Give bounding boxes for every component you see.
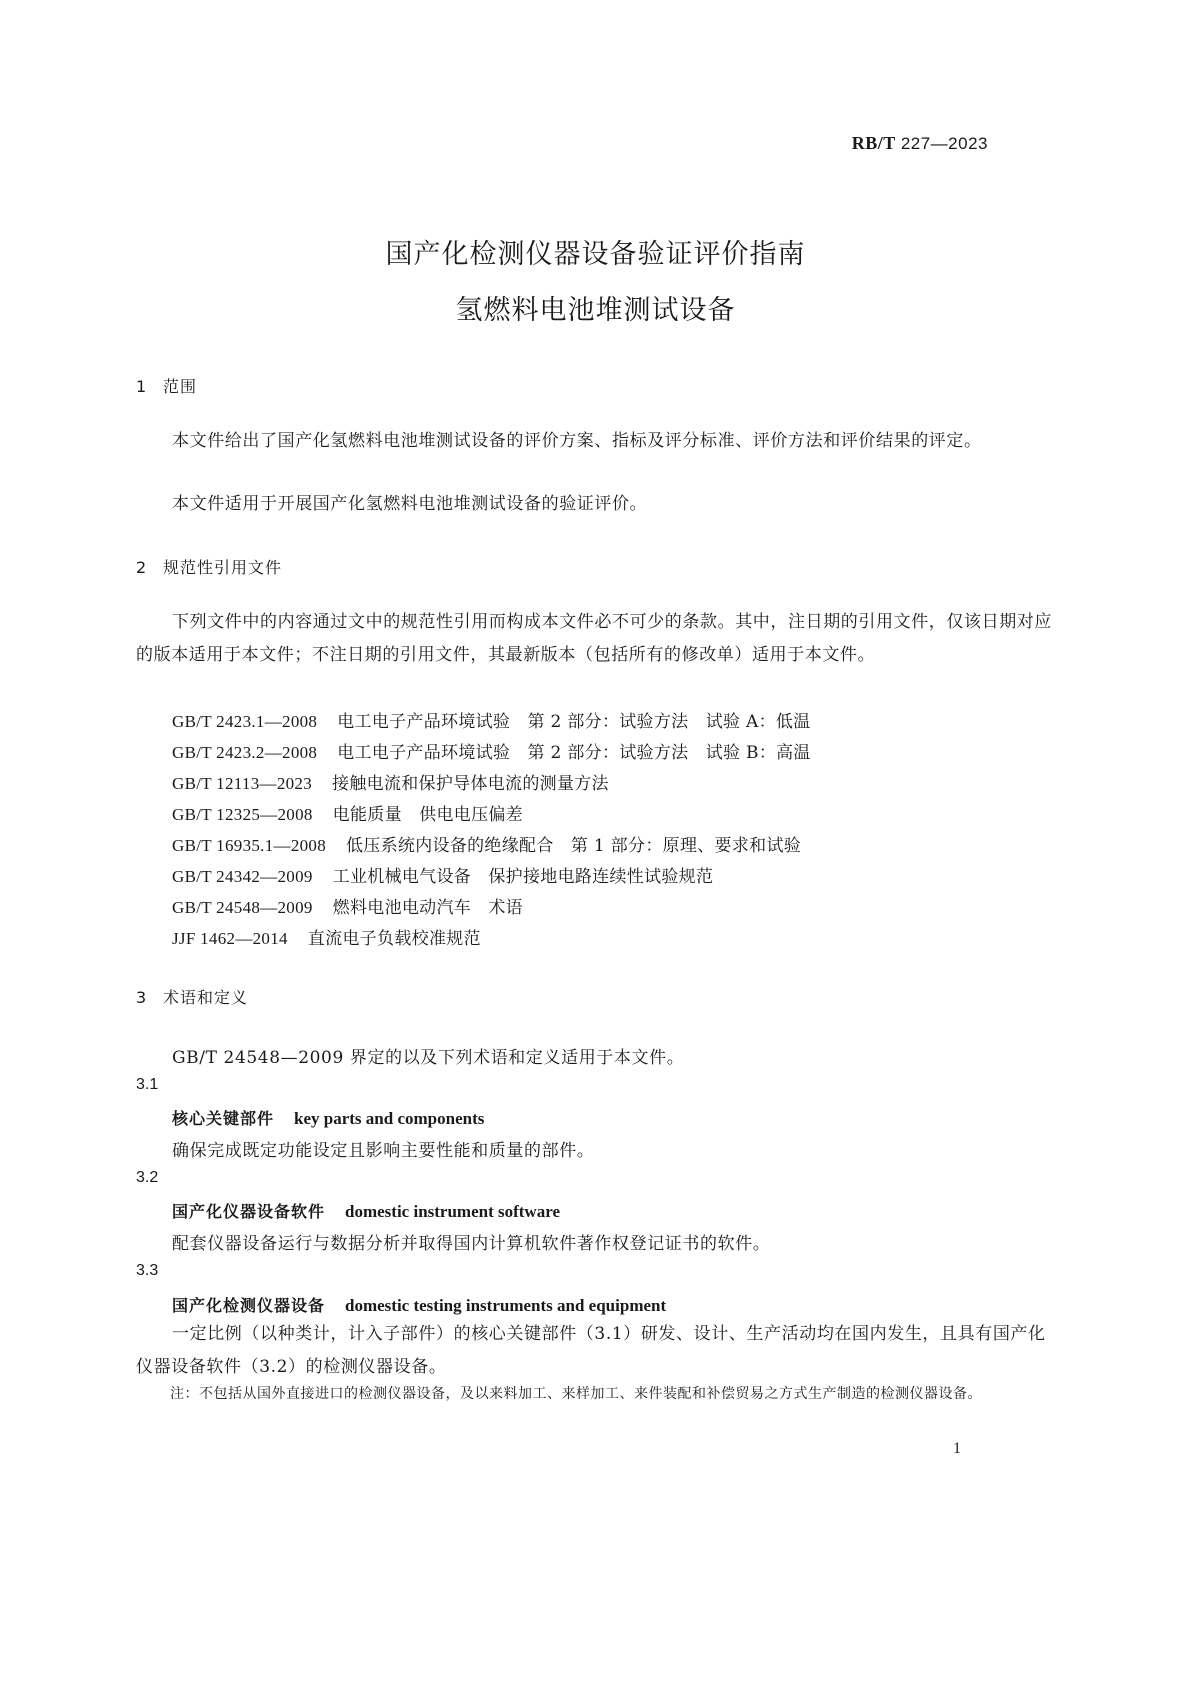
- term-definition: 配套仪器设备运行与数据分析并取得国内计算机软件著作权登记证书的软件。: [172, 1234, 771, 1254]
- term-heading: [172, 1293, 666, 1316]
- reference-code: GB/T 2423.2—2008: [172, 743, 318, 762]
- section-2-title: 规范性引用文件: [163, 558, 283, 577]
- term-chinese: 国产化检测仪器设备: [172, 1296, 326, 1315]
- section-2-heading: [136, 555, 282, 578]
- reference-item: [172, 738, 811, 763]
- term-english: key parts and components: [294, 1109, 485, 1128]
- reference-item: [172, 893, 523, 918]
- note: [170, 1380, 1054, 1408]
- reference-title: 低压系统内设备的绝缘配合 第 1 部分：原理、要求和试验: [346, 836, 802, 856]
- reference-code: GB/T 24548—2009: [172, 898, 313, 917]
- reference-code: GB/T 16935.1—2008: [172, 836, 327, 855]
- document-code: [852, 133, 988, 154]
- reference-item: [172, 862, 713, 887]
- term-chinese: 核心关键部件: [172, 1109, 275, 1128]
- section-2-number: 2: [136, 558, 148, 577]
- reference-item: [172, 924, 481, 949]
- term-definition: 确保完成既定功能设定且影响主要性能和质量的部件。: [172, 1141, 595, 1161]
- reference-title: 接触电流和保护导体电流的测量方法: [332, 774, 609, 794]
- document-code-prefix: RB/T: [851, 133, 896, 153]
- term-heading: [172, 1106, 484, 1129]
- section-3-number: 3: [136, 988, 148, 1007]
- section-1-title: 范围: [163, 377, 198, 396]
- reference-code: JJF 1462—2014: [172, 929, 288, 948]
- note-label: 注：: [170, 1386, 199, 1402]
- term-number: 3.1: [136, 1076, 159, 1093]
- document-title-line1: 国产化检测仪器设备验证评价指南: [385, 239, 806, 270]
- reference-item: [172, 800, 523, 825]
- reference-item: [172, 707, 811, 732]
- reference-item: [172, 831, 801, 856]
- note-text: 不包括从国外直接进口的检测仪器设备，及以来料加工、来样加工、来件装配和补偿贸易之方式生产制造的检测仪器设备。: [199, 1386, 982, 1402]
- term-english: domestic instrument software: [345, 1202, 560, 1221]
- term-number: 3.2: [136, 1169, 159, 1186]
- term-heading: [172, 1199, 560, 1222]
- section-1-heading: [136, 374, 197, 397]
- reference-title: 燃料电池电动汽车 术语: [332, 898, 523, 918]
- section-1-paragraph-1: 本文件给出了国产化氢燃料电池堆测试设备的评价方案、指标及评分标准、评价方法和评价结果的评定。: [172, 431, 982, 451]
- reference-title: 工业机械电气设备 保护接地电路连续性试验规范: [332, 867, 714, 887]
- section-1-number: 1: [136, 377, 148, 396]
- term-number: 3.3: [136, 1262, 159, 1279]
- reference-code: GB/T 12325—2008: [172, 805, 313, 824]
- reference-item: [172, 769, 609, 794]
- term-definition: 一定比例（以种类计，计入子部件）的核心关键部件（3.1）研发、设计、生产活动均在国内发生，且具有国产化仪器设备软件（3.2）的检测仪器设备。: [136, 1324, 1046, 1377]
- page-number: 1: [953, 1440, 961, 1457]
- term-chinese: 国产化仪器设备软件: [172, 1202, 326, 1221]
- section-3-intro: GB/T 24548—2009 界定的以及下列术语和定义适用于本文件。: [172, 1048, 685, 1068]
- reference-title: 电工电子产品环境试验 第 2 部分：试验方法 试验 B：高温: [337, 743, 811, 763]
- reference-title: 电能质量 供电电压偏差: [332, 805, 523, 825]
- term-english: domestic testing instruments and equipment: [345, 1296, 667, 1315]
- reference-title: 电工电子产品环境试验 第 2 部分：试验方法 试验 A：低温: [337, 712, 811, 732]
- document-title-line2: 氢燃料电池堆测试设备: [455, 295, 736, 326]
- reference-code: GB/T 24342—2009: [172, 867, 313, 886]
- reference-code: GB/T 12113—2023: [172, 774, 313, 793]
- section-2-intro: 下列文件中的内容通过文中的规范性引用而构成本文件必不可少的条款。其中，注日期的引用文件，仅该日期对应的版本适用于本文件；不注日期的引用文件，其最新版本（包括所有的修改单）适用于本文件。: [136, 612, 1052, 665]
- section-1-paragraph-2: 本文件适用于开展国产化氢燃料电池堆测试设备的验证评价。: [172, 494, 648, 514]
- section-3-title: 术语和定义: [163, 988, 249, 1007]
- section-3-heading: [136, 985, 248, 1008]
- document-code-number: 227—2023: [900, 134, 988, 153]
- reference-code: GB/T 2423.1—2008: [172, 712, 318, 731]
- reference-title: 直流电子负载校准规范: [307, 929, 481, 949]
